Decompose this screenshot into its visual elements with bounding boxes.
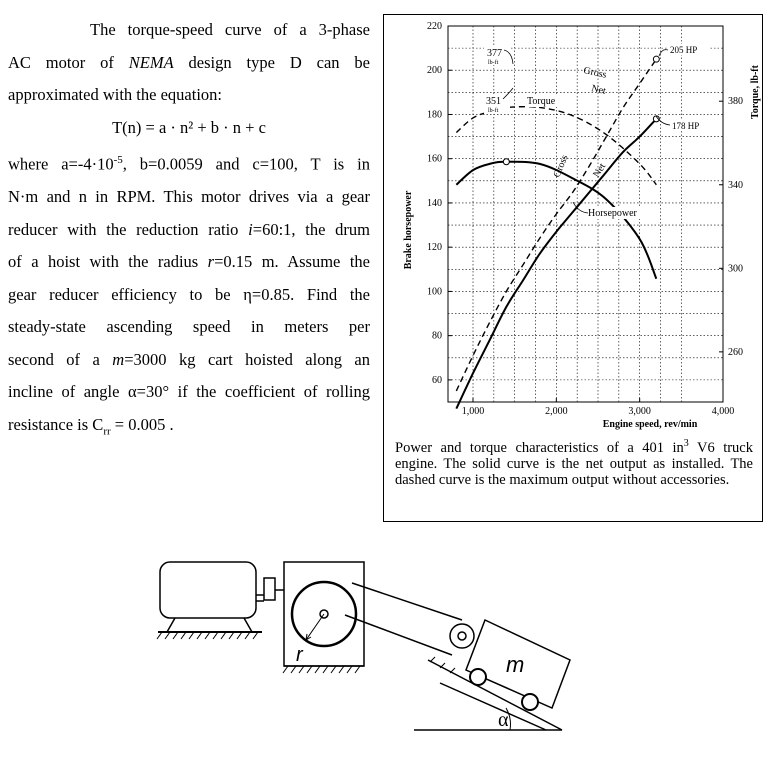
- hoist-diagram: [0, 538, 784, 768]
- problem-text: reducer with the reduction ratio: [8, 219, 249, 239]
- problem-text: incline of angle α=30° if the coefficient of rolling: [8, 382, 370, 401]
- motor: [157, 562, 284, 639]
- radius-label: r: [296, 644, 303, 666]
- ytick-label: 100: [427, 286, 442, 298]
- y2tick-label: 260: [728, 346, 743, 358]
- subscript: rr: [103, 424, 111, 437]
- problem-text: AC motor of: [8, 52, 129, 72]
- ytick-label: 120: [427, 242, 442, 254]
- xtick-label: 4,000: [711, 406, 735, 417]
- ytick-label: 80: [432, 330, 442, 342]
- ytick-label: 160: [427, 153, 442, 165]
- peak-marker-net-torque: [503, 159, 509, 165]
- caption-text: Power and torque characteristics of a 401 in: [395, 439, 684, 456]
- net-hp-label: Net: [591, 161, 609, 180]
- ytick-label: 200: [427, 65, 442, 77]
- ratio-symbol: i: [248, 219, 253, 239]
- ylabel: Brake horsepower: [403, 190, 414, 270]
- annotation-178hp-text: 178 HP: [672, 121, 700, 131]
- caption-superscript: 3: [683, 438, 689, 449]
- problem-text: resistance is C: [8, 414, 104, 434]
- y2tick-label: 300: [728, 263, 743, 275]
- annotation-377: [484, 45, 513, 66]
- annotation-205hp-text: 205 HP: [670, 45, 698, 55]
- ytick-label: 140: [427, 197, 442, 209]
- nema-text: NEMA: [128, 52, 174, 72]
- annotation-torque-text: Torque: [527, 96, 556, 107]
- problem-text: =0.15 m. Assume the: [214, 252, 370, 271]
- problem-text: =60:1, the drum: [252, 219, 370, 239]
- xtick-label: 1,000: [461, 406, 485, 417]
- annotation-205hp: [659, 44, 710, 56]
- mass-label: m: [506, 652, 525, 677]
- cart-wheel-rear: [522, 694, 538, 710]
- annotation-377-value: 377: [487, 48, 502, 59]
- exponent: -5: [113, 154, 123, 166]
- net-torque-label: Net: [590, 83, 607, 97]
- problem-text: where a=-4·10: [8, 154, 114, 174]
- problem-text: second of a: [8, 349, 113, 369]
- problem-text: of a hoist with the radius: [8, 252, 208, 271]
- y2label: Torque, lb-ft: [750, 65, 761, 119]
- y2tick-label: 380: [728, 96, 743, 108]
- problem-text: N·m and n in RPM. This motor drives via a gear: [8, 187, 370, 206]
- xtick-label: 2,000: [545, 406, 568, 417]
- annotation-178hp: [656, 116, 712, 131]
- ytick-label: 220: [427, 21, 442, 32]
- annotation-torque: [525, 95, 565, 107]
- peak-marker-gross-hp: [653, 56, 659, 62]
- annotation-net-hp: [591, 161, 608, 179]
- annotation-net-torque: [590, 83, 607, 97]
- ytick-label: 60: [432, 374, 442, 386]
- annotation-horsepower-text: Horsepower: [588, 208, 637, 219]
- cart-wheel-front: [470, 669, 486, 685]
- annotation-351: [484, 88, 513, 114]
- problem-text: approximated with the equation:: [8, 85, 222, 104]
- annotation-horsepower: [573, 202, 655, 219]
- problem-text: = 0.005 .: [110, 414, 174, 434]
- problem-text: The torque-speed curve of a 3-phase: [90, 20, 370, 39]
- ytick-label: 180: [427, 109, 442, 121]
- annotation-351-unit: lb-ft: [488, 108, 499, 114]
- gross-torque-label: Gross: [582, 65, 608, 81]
- xtick-label: 3,000: [628, 406, 651, 417]
- mass-symbol: m: [112, 349, 125, 369]
- y2tick-label: 340: [728, 179, 743, 191]
- annotation-351-value: 351: [486, 96, 501, 107]
- problem-text: design type D can be: [173, 52, 370, 72]
- annotation-gross-torque: [582, 65, 607, 81]
- gross-hp-label: Gross: [551, 153, 571, 180]
- caption-text: V6 truck engine. The solid curve is the net output as installed. The dashed curve is the maximum output without accessories.: [395, 439, 753, 489]
- problem-text: steady-state ascending speed in meters per: [8, 317, 370, 336]
- problem-text: =3000 kg cart hoisted along an: [124, 349, 370, 369]
- equation-text: T(n) = a · n² + b · n + c: [112, 117, 266, 137]
- problem-text: gear reducer efficiency to be η=0.85. Find the: [8, 284, 370, 304]
- problem-text: , b=0.0059 and c=100, T is in: [122, 154, 370, 174]
- alpha-label: α: [498, 709, 509, 731]
- annotation-377-unit: lb-ft: [488, 60, 499, 66]
- xlabel: Engine speed, rev/min: [602, 419, 698, 430]
- figure-caption: [395, 436, 753, 488]
- radius-symbol: r: [207, 252, 215, 271]
